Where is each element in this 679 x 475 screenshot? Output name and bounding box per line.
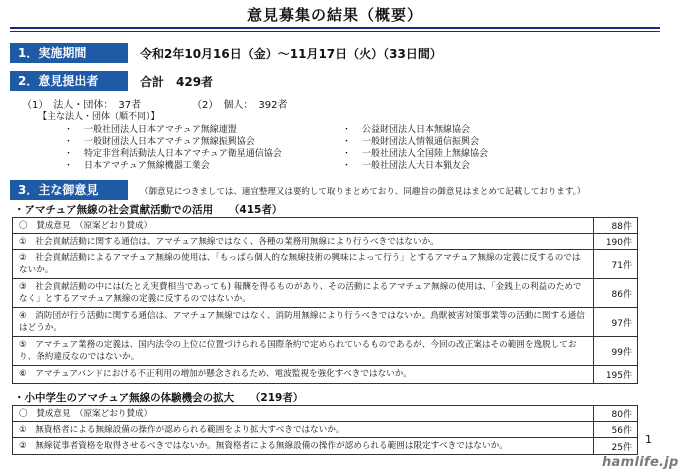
row-text: ② 無線従事者資格を取得させるべきではないか。無資格者による無線設備の操作が認められる範囲は限定すべきではないか。 [19, 441, 508, 451]
row-text: 〇 賛成意見 （原案どおり賛成） [19, 409, 153, 419]
group1-heading: ・アマチュア無線の社会貢献活動での活用 （415者） [14, 204, 283, 216]
row-text: ⑤ アマチュア業務の定義は、国内法令の上位に位置づけられる国際条約で定められているものであるが、今回の改正案はその範囲を逸脱しており、条約違反なのではないか。 [19, 340, 577, 362]
org-left-1: ・ 一般社団法人日本アマチュア無線連盟 [64, 125, 237, 135]
group1-table [12, 217, 638, 384]
table-row [13, 308, 637, 337]
section-label-opinions: 3．主な御意見 [10, 180, 128, 200]
period-text: 令和2年10月16日（金）～11月17日（火）（33日間） [140, 47, 442, 61]
table-row [13, 250, 637, 279]
group2-heading: ・小中学生のアマチュア無線の体験機会の拡大 （219者） [14, 392, 304, 404]
individuals-count: （2） 個人： 392者 [192, 100, 288, 111]
org-right-3: ・ 一般社団法人全国陸上無線協会 [342, 149, 489, 159]
table-row [13, 218, 637, 234]
table-row [13, 337, 637, 366]
section-label-period: 1．実施期間 [10, 43, 128, 63]
section-label-submitters: 2．意見提出者 [10, 71, 128, 91]
table-row [13, 234, 637, 250]
table-row [13, 422, 637, 438]
table-row [13, 366, 637, 383]
group2-table [12, 405, 638, 455]
page-number: 1 [645, 433, 652, 446]
corporations-count: （1） 法人・団体： 37者 [22, 100, 142, 111]
row-count: 190件 [593, 234, 637, 249]
watermark-logo: hamlife.jp [602, 455, 679, 470]
page-title: 意見募集の結果（概要） [246, 6, 423, 24]
table-row [13, 406, 637, 422]
org-list-heading: 【主な法人・団体（順不同）】 [38, 112, 160, 122]
row-text: ① 社会貢献活動に関する通信は、アマチュア無線ではなく、各種の業務用無線により行うべきではないか。 [19, 237, 439, 247]
row-text: ③ 社会貢献活動の中には(たとえ実費相当であっても) 報酬を得るものがあり、その活動によるアマチュア無線の使用は、「金銭上の利益のためでなく」とするアマチュア無線の定義に反するのではないか。 [19, 282, 582, 304]
row-count: 97件 [593, 308, 637, 336]
org-left-4: ・ 日本アマチュア無線機器工業会 [64, 161, 210, 171]
row-text: ② 社会貢献活動によるアマチュア無線の使用は、「もっぱら個人的な無線技術の興味によって行う」とするアマチュア無線の定義に反するのではないか。 [19, 253, 581, 275]
row-count: 25件 [593, 438, 637, 454]
org-left-3: ・ 特定非営利活動法人日本アマチュア衛星通信協会 [64, 149, 282, 159]
row-text: 〇 賛成意見 （原案どおり賛成） [19, 221, 153, 231]
row-count: 80件 [593, 406, 637, 421]
row-text: ⑥ アマチュアバンドにおける不正利用の増加が懸念されるため、電波監視を強化すべきではないか。 [19, 369, 412, 379]
org-right-4: ・ 一般社団法人大日本猟友会 [342, 161, 471, 171]
opinions-note: （御意見につきましては、適宜整理又は要約して取りまとめており、同趣旨の御意見はまとめて記載しております。） [140, 187, 586, 197]
row-count: 99件 [593, 337, 637, 365]
org-right-2: ・ 一般財団法人情報通信振興会 [342, 137, 480, 147]
row-text: ④ 消防団が行う活動に関する通信は、アマチュア無線ではなく、消防用無線により行うべきではないか。鳥獣被害対策事業等の活動に関する通信はどうか。 [19, 311, 585, 333]
row-count: 88件 [593, 218, 637, 233]
title-underline [10, 27, 660, 32]
row-count: 86件 [593, 279, 637, 307]
row-count: 71件 [593, 250, 637, 278]
row-text: ① 無資格者による無線設備の操作が認められる範囲をより拡大すべきではないか。 [19, 425, 345, 435]
org-left-2: ・ 一般財団法人日本アマチュア無線振興協会 [64, 137, 255, 147]
table-row [13, 438, 637, 454]
row-count: 56件 [593, 422, 637, 437]
org-right-1: ・ 公益財団法人日本無線協会 [342, 125, 471, 135]
table-row [13, 279, 637, 308]
submitters-total: 合計 429者 [140, 75, 214, 89]
row-count: 195件 [593, 366, 637, 383]
